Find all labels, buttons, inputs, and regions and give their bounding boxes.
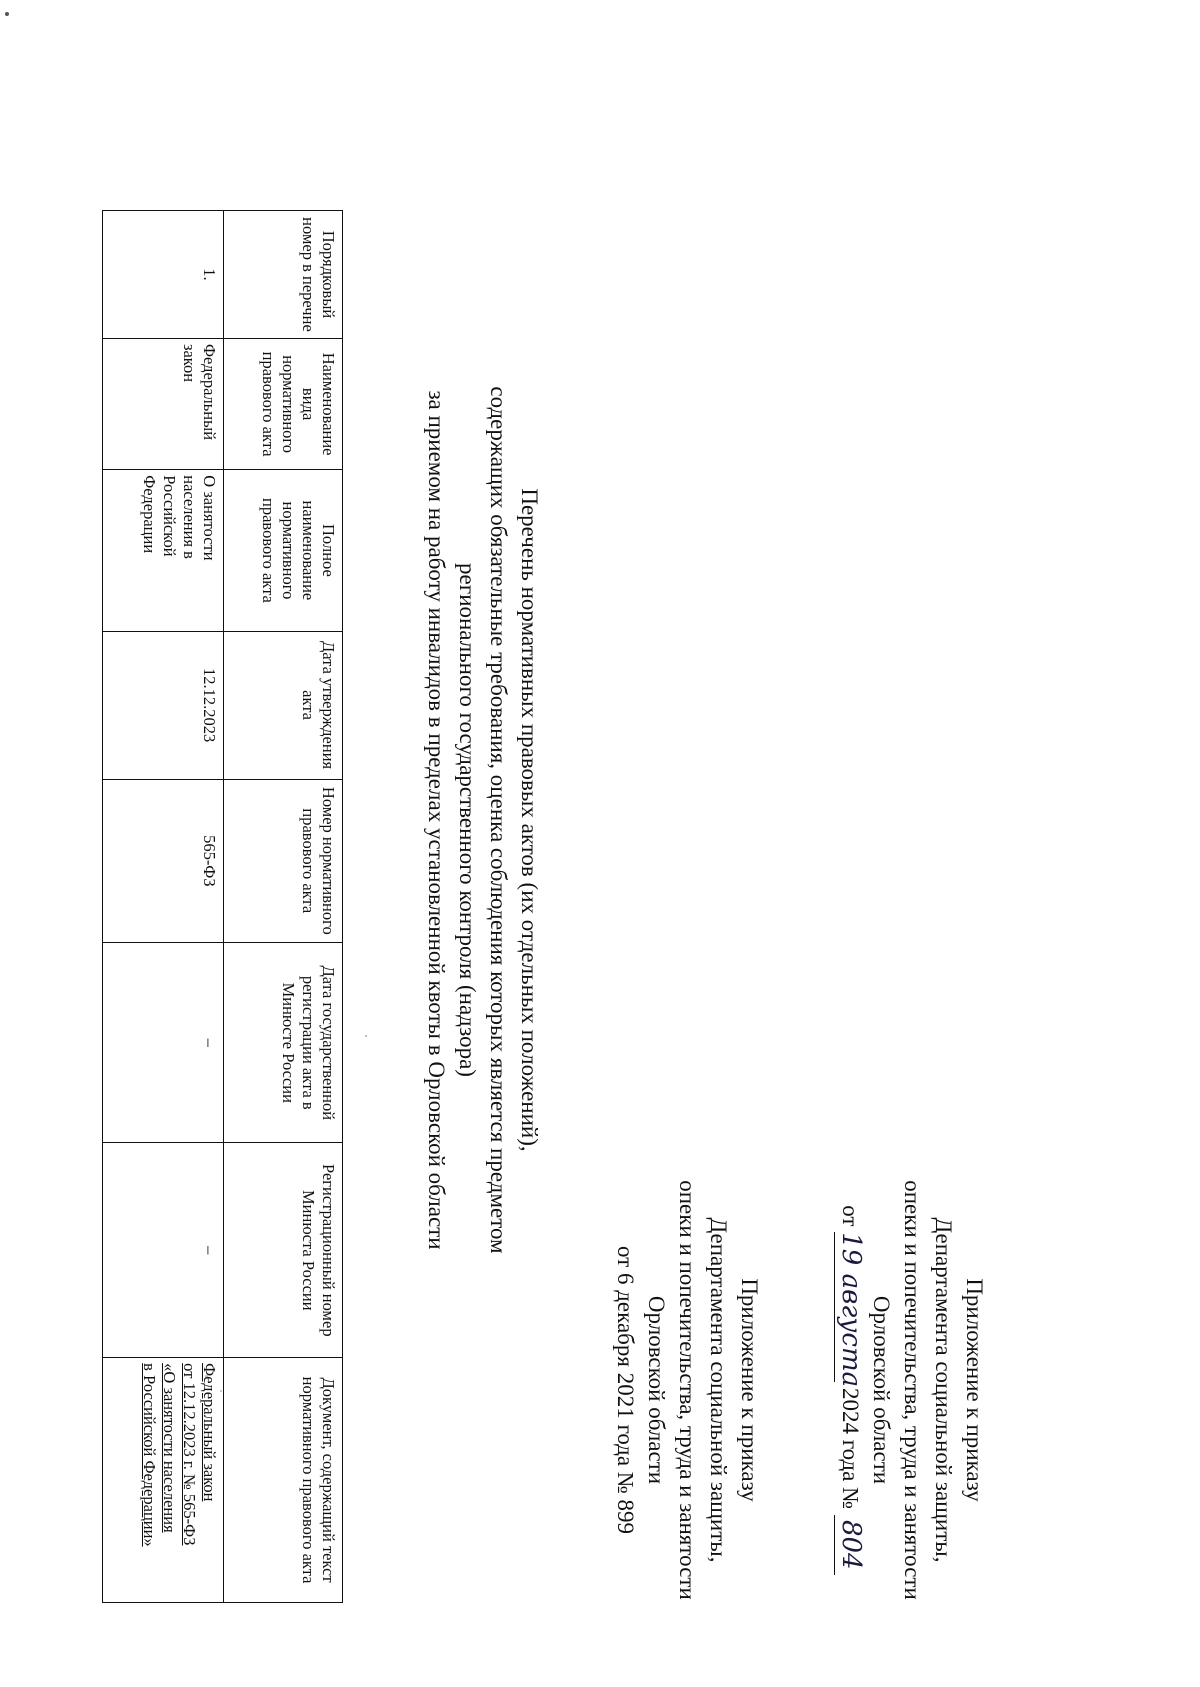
cell-kind: Федеральный закон: [103, 338, 224, 469]
header-index: Порядковый номер в перечне: [224, 211, 343, 339]
original-line-5: от 6 декабря 2021 года № 899: [613, 1245, 638, 1535]
original-line-1: Приложение к приказу: [737, 1278, 762, 1502]
title-line-2: содержащих обязательные требования, оценка соблюдения которых является предметом: [486, 386, 511, 1254]
approval-line-4: Орловской области: [869, 1295, 894, 1485]
approval-line-3: опеки и попечительства, труда и занятости: [900, 1180, 925, 1600]
header-kind: Наименование вида нормативного правового акта: [224, 338, 343, 469]
table-header-row: [224, 211, 343, 1603]
scan-speck: [5, 12, 9, 16]
original-header: [610, 1170, 765, 1610]
document-title: [421, 120, 545, 1520]
header-approval-date: Дата утверждения акта: [224, 631, 343, 779]
approval-header: [834, 1170, 990, 1610]
title-line-4: за приемом на работу инвалидов в пределах установленной квоты в Орловской области: [424, 390, 449, 1250]
cell-approval-date: 12.12.2023: [103, 631, 224, 779]
cell-document[interactable]: [103, 1358, 224, 1603]
header-full-name: Полное наименование нормативного правового акта: [224, 470, 343, 631]
scan-speck: [220, 1390, 222, 1392]
year-text: 2024 года №: [838, 1387, 863, 1510]
scan-speck: [205, 1375, 208, 1378]
cell-registration-number: –: [103, 1143, 224, 1358]
original-line-2: Департамента социальной защиты,: [706, 1217, 731, 1563]
scan-speck: [365, 1035, 367, 1037]
header-number: Номер нормативного правового акта: [224, 779, 343, 943]
approval-line-1: Приложение к приказу: [962, 1278, 987, 1502]
document-link-line-1[interactable]: Федеральный закон: [200, 1363, 219, 1502]
cell-index: 1.: [103, 211, 224, 339]
handwritten-number: 804: [834, 1515, 866, 1575]
document-link-line-2[interactable]: от 12.12.2023 г. № 565-ФЗ: [180, 1363, 199, 1546]
from-label: от: [838, 1205, 863, 1227]
handwritten-day: 19 августа: [836, 1232, 866, 1388]
header-document: Документ, содержащий текст нормативного правового акта: [224, 1358, 343, 1603]
header-registration-date: Дата государственной регистрации акта в Минюсте России: [224, 943, 343, 1143]
approval-date-line: [834, 1170, 866, 1610]
original-line-4: Орловской области: [644, 1295, 669, 1485]
header-registration-number: Регистрационный номер Минюста России: [224, 1143, 343, 1358]
title-line-1: Перечень нормативных правовых актов (их отдельных положений),: [517, 488, 542, 1152]
document-link-line-4[interactable]: в Российской Федерации»: [140, 1363, 159, 1547]
cell-full-name: О занятости населения в Российской Федерации: [103, 470, 224, 631]
original-line-3: опеки и попечительства, труда и занятости: [675, 1180, 700, 1600]
cell-registration-date: –: [103, 943, 224, 1143]
title-line-3: регионального государственного контроля (надзора): [455, 563, 480, 1077]
document-link-line-3[interactable]: «О занятости населения: [160, 1363, 179, 1533]
cell-number: 565-ФЗ: [103, 779, 224, 943]
approval-line-2: Департамента социальной защиты,: [931, 1217, 956, 1563]
acts-table: [102, 210, 343, 1603]
table-row: [103, 211, 224, 1603]
